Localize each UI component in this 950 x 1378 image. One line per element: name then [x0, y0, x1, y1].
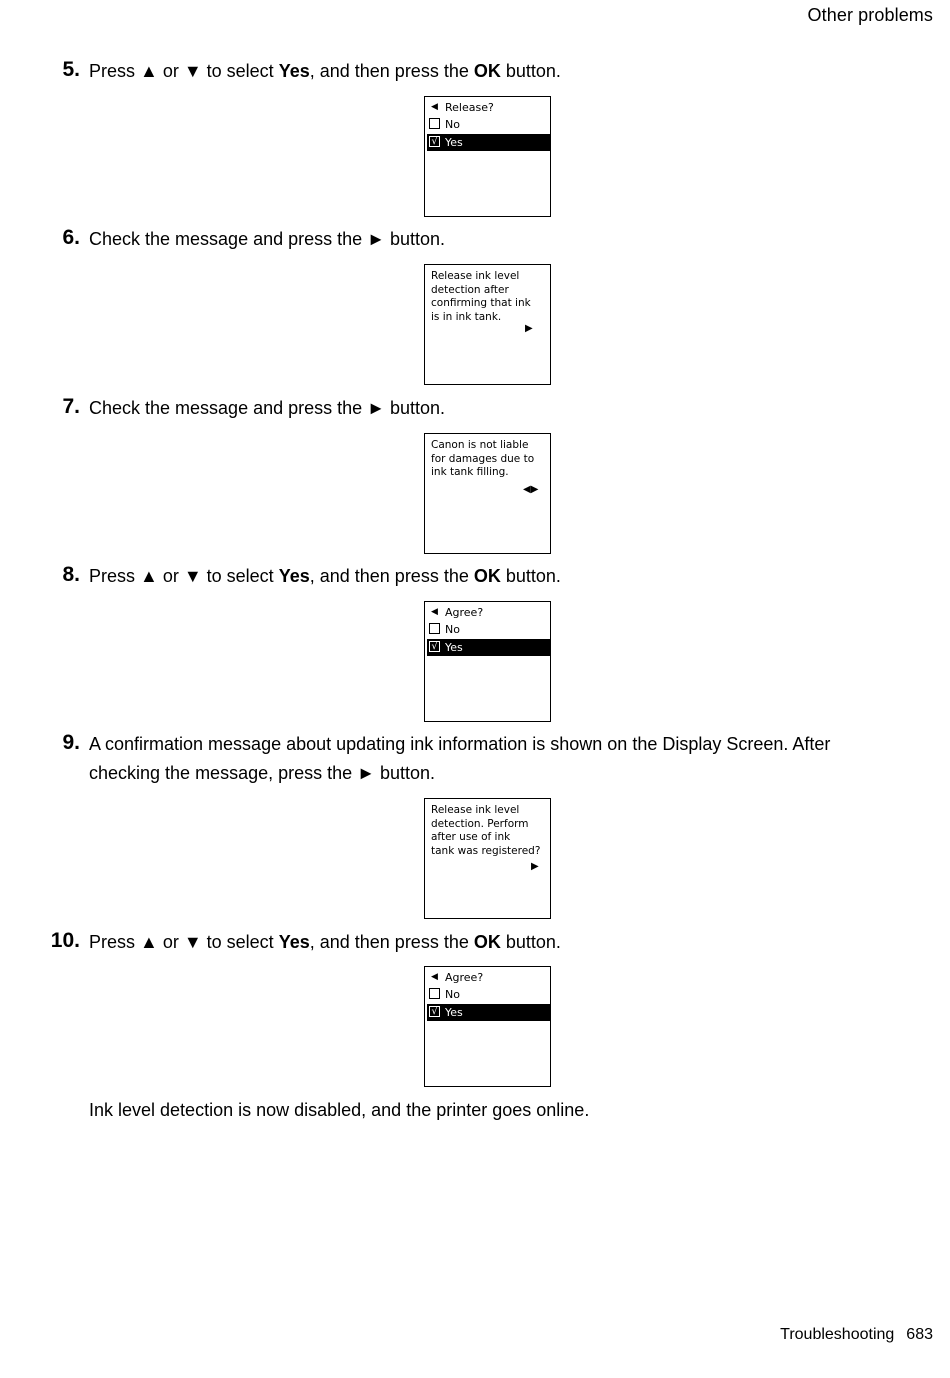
step-instruction: Press ▲ or ▼ to select Yes, and then press the OK button.: [89, 566, 561, 586]
page-footer: [768, 1326, 933, 1344]
menu-title-row: [427, 99, 550, 116]
display-screen-message: [424, 264, 551, 385]
step-number: 5.: [62, 58, 80, 81]
checked-checkbox-icon: √: [429, 1006, 440, 1017]
step-number: 9.: [62, 731, 80, 754]
step-instruction: Press ▲ or ▼ to select Yes, and then press the OK button.: [89, 932, 561, 952]
step-instruction: Check the message and press the ► button.: [89, 398, 446, 418]
display-screen-menu: [424, 966, 551, 1087]
step-instruction: Check the message and press the ► button.: [89, 229, 446, 249]
menu-title: Release?: [445, 101, 494, 114]
page-number: 683: [906, 1326, 933, 1343]
checked-checkbox-icon: √: [429, 641, 440, 652]
screen-message: Canon is not liable for damages due to ink tank filling.: [431, 439, 535, 478]
menu-option-yes: √ Yes: [427, 639, 550, 656]
right-arrow-icon: ▶: [525, 323, 533, 334]
checkbox-icon: [429, 623, 440, 634]
footer-section: Troubleshooting: [780, 1326, 895, 1343]
step-number: 6.: [62, 226, 80, 249]
screen-message: Release ink level detection after confirming that ink is in ink tank.: [431, 270, 531, 323]
screen-message: Release ink level detection. Perform after use of ink tank was registered?: [431, 804, 541, 857]
back-arrow-icon: ◀: [431, 972, 438, 982]
menu-option-no: No: [427, 116, 550, 133]
step-number: 10.: [50, 929, 80, 952]
closing-note: Ink level detection is now disabled, and the printer goes online.: [89, 1100, 590, 1120]
back-arrow-icon: ◀: [431, 607, 438, 617]
step-number: 7.: [62, 395, 80, 418]
step-instruction: A confirmation message about updating ink information is shown on the Display Screen. After checking the message, press the ► button.: [89, 734, 831, 783]
display-screen-message: [424, 798, 551, 919]
checkbox-icon: [429, 988, 440, 999]
left-right-arrow-icon: ◀▶: [523, 484, 539, 495]
display-screen-menu: [424, 601, 551, 722]
menu-option-yes: √ Yes: [427, 134, 550, 151]
menu-title-row: [427, 969, 550, 986]
display-screen-menu: [424, 96, 551, 217]
checked-checkbox-icon: √: [429, 136, 440, 147]
menu-title-row: [427, 604, 550, 621]
back-arrow-icon: ◀: [431, 102, 438, 112]
menu-title: Agree?: [445, 971, 484, 984]
menu-option-no: No: [427, 986, 550, 1003]
menu-option-yes: √ Yes: [427, 1004, 550, 1021]
menu-option-no: No: [427, 621, 550, 638]
page-header-title: Other problems: [807, 5, 933, 25]
step-instruction: Press ▲ or ▼ to select Yes, and then press the OK button.: [89, 61, 561, 81]
menu-title: Agree?: [445, 606, 484, 619]
display-screen-message: [424, 433, 551, 554]
right-arrow-icon: ▶: [531, 861, 539, 872]
checkbox-icon: [429, 118, 440, 129]
step-number: 8.: [62, 563, 80, 586]
